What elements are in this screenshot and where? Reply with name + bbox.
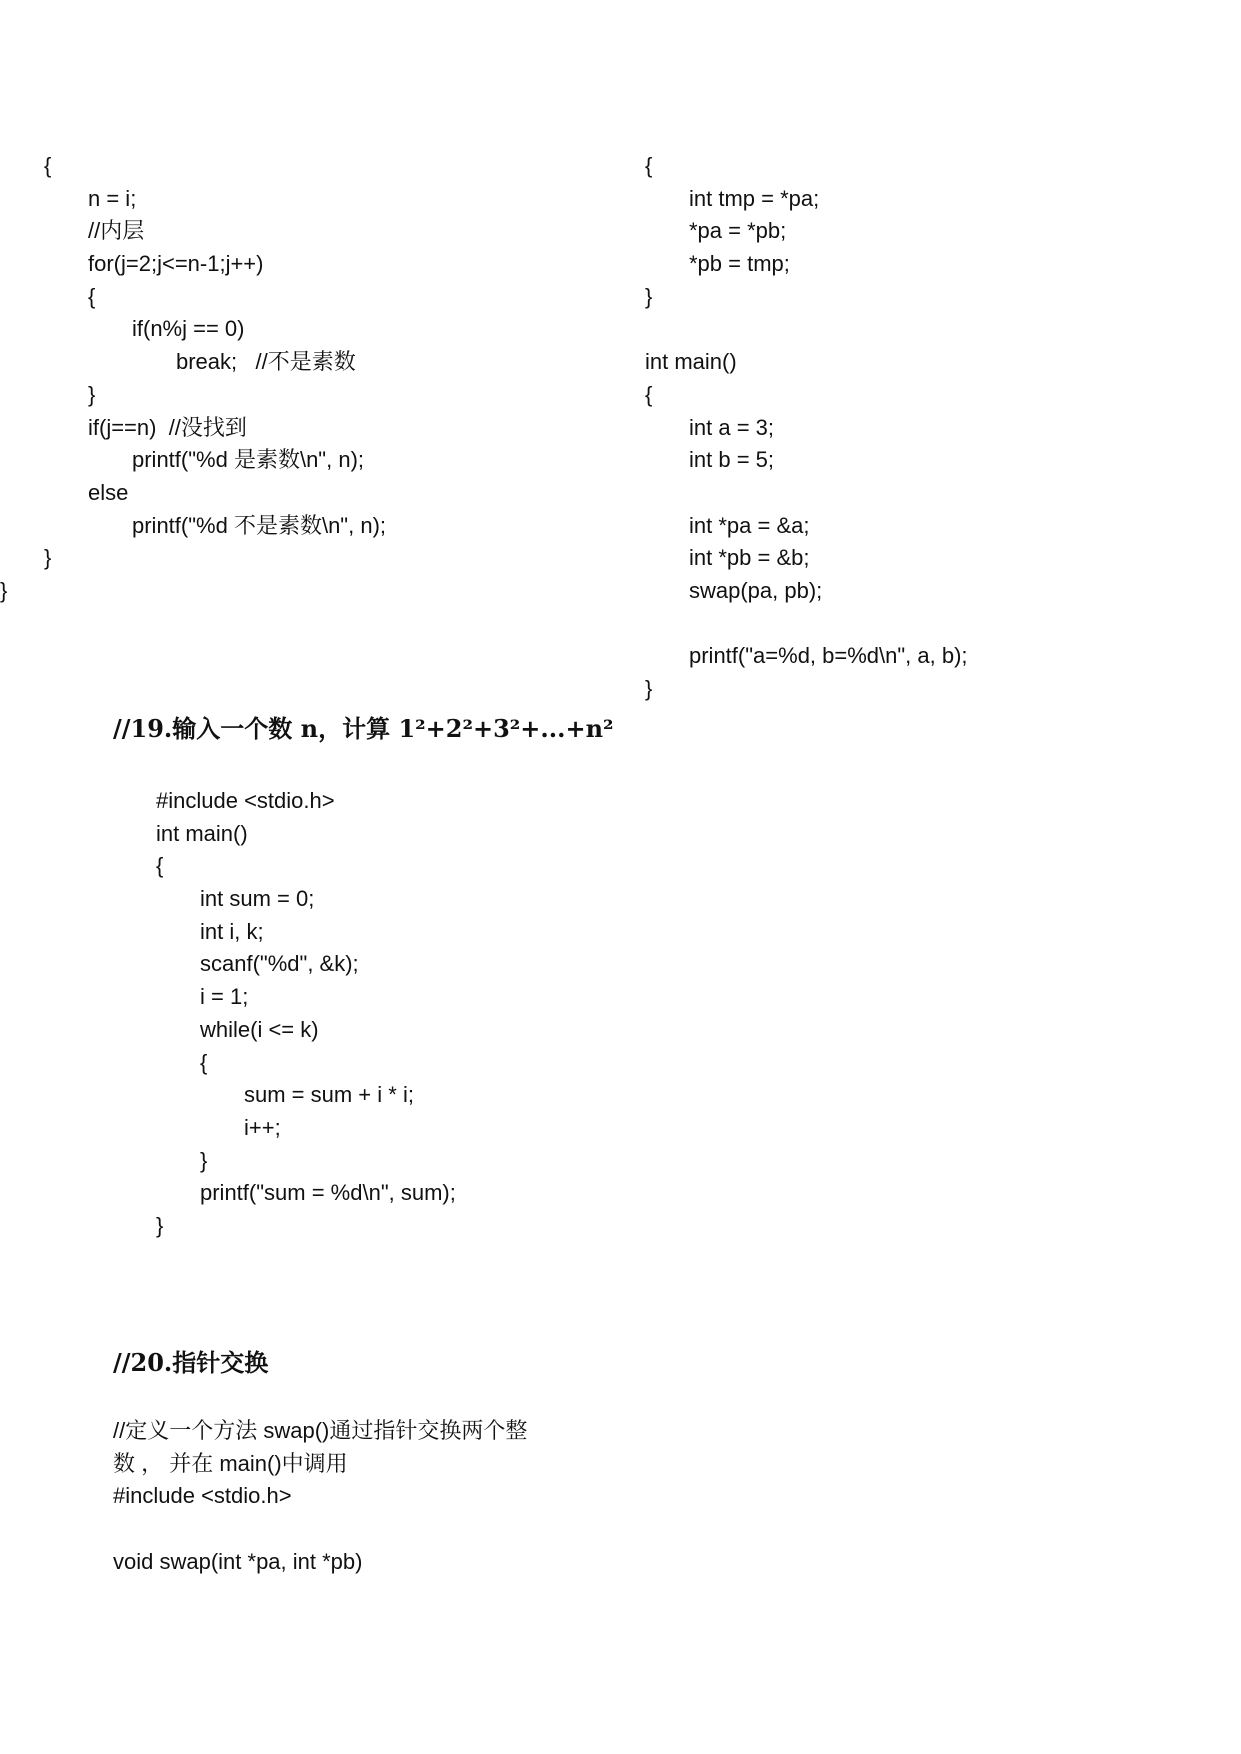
code-line: int *pb = &b; (689, 545, 810, 571)
code-line: printf("a=%d, b=%d\n", a, b); (689, 643, 968, 669)
code-line (645, 313, 1205, 346)
code-line: //内层 (88, 218, 145, 244)
text-line: //定义一个方法 swap()通过指针交换两个整 (113, 1418, 528, 1443)
code-line: if(n%j == 0) (132, 316, 245, 342)
section-19-code (156, 785, 456, 1243)
code-line: else (88, 479, 129, 505)
code-line: int main() (645, 349, 737, 375)
code-line: sum = sum + i * i; (244, 1082, 414, 1108)
code-line: swap(pa, pb); (689, 577, 823, 603)
code-line: } (156, 1212, 164, 1238)
code-line: int *pa = &a; (689, 512, 810, 538)
section-19-heading: //19.输入一个数 n，计算 1²+2²+3²+...+n² (113, 714, 614, 743)
code-line: } (0, 577, 8, 603)
code-line: printf("%d 是素数\n", n); (132, 447, 365, 473)
code-line: i++; (244, 1114, 281, 1140)
text-line: void swap(int *pa, int *pb) (113, 1548, 363, 1574)
code-line: printf("%d 不是素数\n", n); (132, 512, 387, 538)
code-line: { (156, 853, 164, 879)
right-code-block (645, 150, 1205, 706)
code-line (645, 608, 1205, 641)
code-line: n = i; (88, 185, 137, 211)
code-line: if(j==n) //没找到 (88, 414, 247, 440)
code-line: int tmp = *pa; (689, 185, 820, 211)
code-line: { (44, 153, 52, 178)
text-line (113, 1513, 527, 1546)
code-line: } (645, 676, 653, 701)
code-line: break; //不是素数 (176, 349, 356, 375)
code-line: #include <stdio.h> (156, 788, 335, 813)
code-line: } (200, 1147, 208, 1173)
section-20-heading: //20.指针交换 (113, 1348, 269, 1377)
text-line: #include <stdio.h> (113, 1483, 292, 1509)
code-line: for(j=2;j<=n-1;j++) (88, 251, 264, 277)
code-line: int i, k; (200, 918, 264, 944)
section-20-body (113, 1415, 527, 1578)
code-line: *pa = *pb; (689, 218, 787, 244)
code-line: *pb = tmp; (689, 251, 790, 277)
code-line (645, 477, 1205, 510)
code-line: i = 1; (200, 984, 249, 1010)
text-line: 数 ， 并在 main()中调用 (113, 1450, 348, 1476)
code-line: int a = 3; (689, 414, 775, 440)
code-line: while(i <= k) (200, 1016, 319, 1042)
code-line: } (88, 381, 96, 407)
code-line: } (645, 283, 653, 309)
code-line: { (200, 1049, 208, 1075)
left-code-block (0, 150, 620, 608)
code-line: int main() (156, 820, 248, 846)
code-line: { (88, 283, 96, 309)
code-line: printf("sum = %d\n", sum); (200, 1180, 456, 1206)
code-line: scanf("%d", &k); (200, 951, 359, 977)
code-line: int b = 5; (689, 447, 775, 473)
code-line: } (44, 545, 52, 571)
code-line: { (645, 153, 653, 178)
code-line: { (645, 381, 653, 407)
code-line: int sum = 0; (200, 886, 315, 912)
